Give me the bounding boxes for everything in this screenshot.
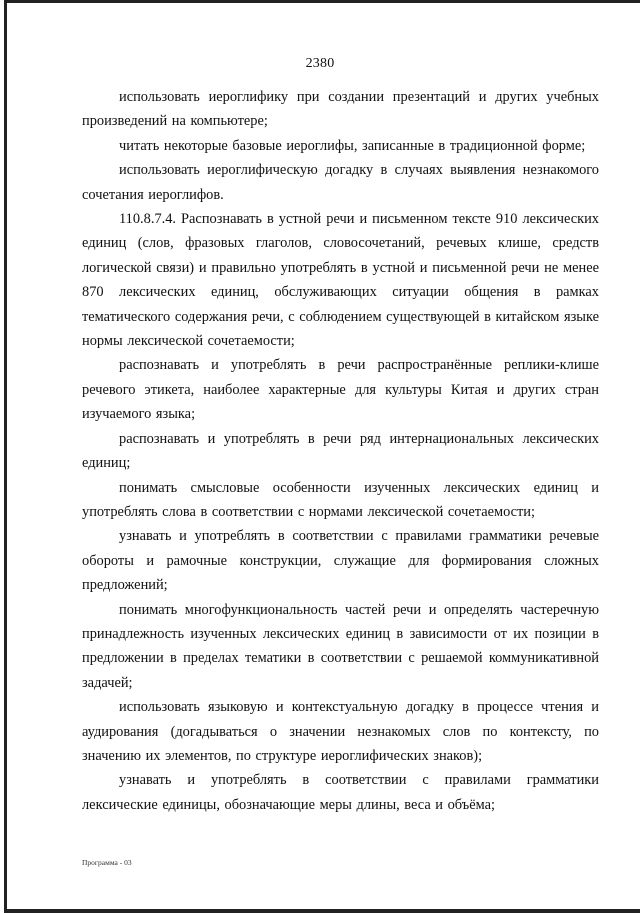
paragraph: распознавать и употреблять в речи распространённые реплики-клише речевого этикета, наиболее характерные для культуры Китая и других стран изучаемого языка;	[82, 357, 599, 423]
paragraph: узнавать и употреблять в соответствии с правилами грамматики речевые обороты и рамочные конструкции, служащие для формирования сложных предложений;	[82, 528, 599, 594]
footer-label: Программа - 03	[82, 858, 132, 867]
paragraph: использовать языковую и контекстуальную догадку в процессе чтения и аудирования (догадываться о значении незнакомых слов по контексту, по значению их элементов, по структуре иероглифических знаков);	[82, 699, 599, 764]
paragraph: использовать иероглифику при создании презентаций и других учебных произведений на компьютере;	[82, 89, 599, 130]
paragraph: использовать иероглифическую догадку в случаях выявления незнакомого сочетания иероглифов.	[82, 162, 599, 203]
paragraph: понимать многофункциональность частей речи и определять частеречную принадлежность изученных лексических единиц в зависимости от их позиции в предложении в пределах тематики в соответствии с решаемой коммуникативной задачей;	[82, 601, 599, 691]
paragraph: узнавать и употреблять в соответствии с правилами грамматики лексические единицы, обозначающие меры длины, веса и объёма;	[82, 772, 599, 813]
scan-border-bottom	[4, 909, 640, 913]
scan-border-top	[4, 0, 640, 3]
paragraph: читать некоторые базовые иероглифы, записанные в традиционной форме;	[119, 137, 586, 154]
page-number: 2380	[305, 56, 335, 71]
body-text	[82, 85, 599, 817]
paragraph: 110.8.7.4. Распознавать в устной речи и письменном тексте 910 лексических единиц (слов, фразовых глаголов, словосочетаний, речевых клише, средств логической связи) и правильно употреблять в устной и письменной речи не менее 870 лексических единиц, обслуживающих ситуации общения в рамках тематического содержания речи, с соблюдением существующей в китайском языке нормы лексической сочетаемости;	[82, 211, 599, 350]
paragraph: понимать смысловые особенности изученных лексических единиц и употреблять слова в соответствии с нормами лексической сочетаемости;	[82, 479, 599, 520]
paragraph: распознавать и употреблять в речи ряд интернациональных лексических единиц;	[82, 430, 599, 472]
scan-border-left	[4, 0, 7, 913]
